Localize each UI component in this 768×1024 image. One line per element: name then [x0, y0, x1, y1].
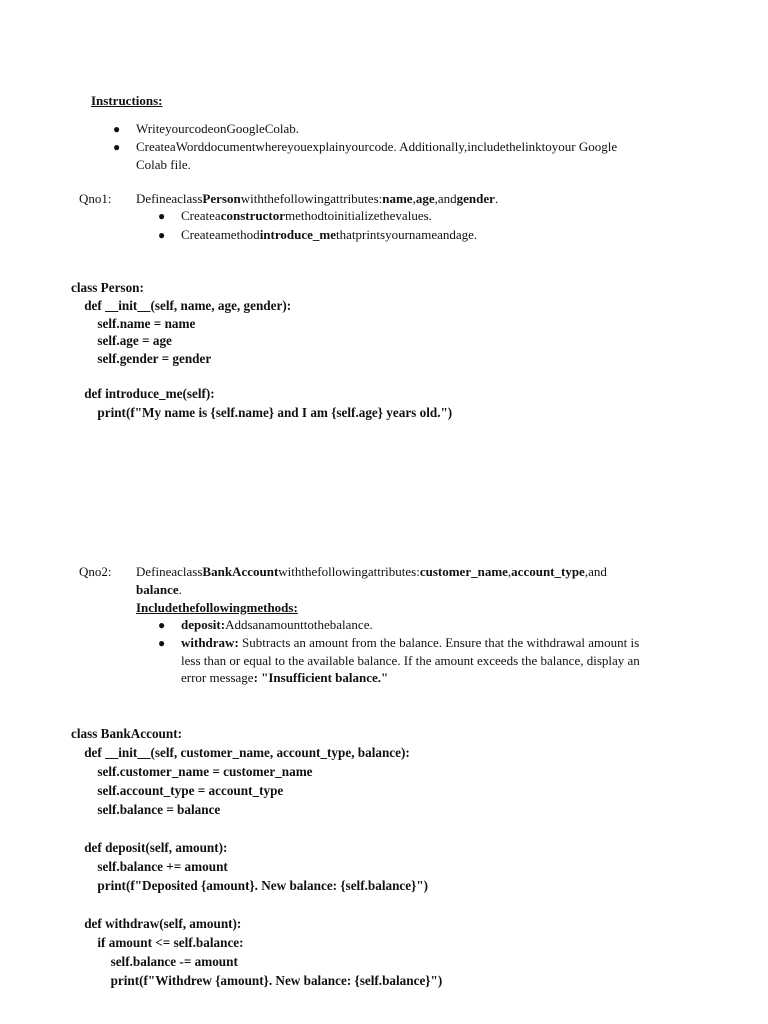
q2-withdraw-text-end: [181, 669, 388, 687]
q2-class-name: BankAccount: [202, 564, 279, 579]
q2-prompt-continued: [136, 581, 182, 599]
q2-label: Qno2:: [79, 564, 112, 579]
q1-attr-name: name: [382, 191, 413, 206]
instruction-item-continued: Colab file.: [136, 157, 191, 172]
q2-code-line: self.balance = balance: [71, 802, 221, 817]
q1-bullet-post: thatprintsyournameandage.: [336, 227, 478, 242]
q1-code-line: def introduce_me(self):: [71, 386, 215, 401]
q2-prompt: [136, 563, 607, 581]
q1-bullet-bold: introduce_me: [259, 227, 336, 242]
q1-attr-gender: gender: [456, 191, 495, 206]
bullet-icon: ●: [158, 618, 166, 632]
q2-end: .: [178, 582, 182, 597]
q2-methods-heading: Includethefollowingmethods:: [136, 600, 298, 615]
q2-code-line: def withdraw(self, amount):: [71, 916, 242, 931]
q2-code-line: self.balance += amount: [71, 859, 228, 874]
q1-intro-a: Defineaclass: [136, 191, 203, 206]
q1-prompt: [136, 190, 498, 208]
bullet-icon: ●: [113, 122, 121, 136]
instruction-item: CreateaWorddocumentwhereyouexplainyourcode. Additionally,includethelinktoyour Google: [136, 139, 618, 154]
q1-intro-b: withthefollowingattributes:: [240, 191, 383, 206]
q1-sep2: ,and: [434, 191, 457, 206]
q1-class-name: Person: [202, 191, 241, 206]
q2-code-line: self.balance -= amount: [71, 954, 238, 969]
q2-bullet-withdraw: [181, 634, 639, 652]
q1-bullet-constructor: [181, 207, 432, 225]
q2-sep1: ,: [507, 564, 512, 579]
q2-code-line: class BankAccount:: [71, 726, 183, 741]
q2-deposit-text: Addsanamounttothebalance.: [225, 617, 373, 632]
q2-code-line: self.customer_name = customer_name: [71, 764, 313, 779]
q1-code-line: self.gender = gender: [71, 351, 212, 366]
q1-code-line: def __init__(self, name, age, gender):: [71, 298, 292, 313]
q2-bullet-deposit: [181, 616, 373, 634]
instructions-heading: Instructions:: [91, 93, 163, 108]
q1-bullet-pre: Createamethod: [181, 227, 260, 242]
bullet-icon: ●: [113, 140, 121, 154]
q2-code-line: def __init__(self, customer_name, account_type, balance):: [71, 745, 410, 760]
q1-bullet-pre: Createa: [181, 208, 221, 223]
bullet-icon: ●: [158, 228, 166, 242]
q1-end: .: [494, 191, 499, 206]
q2-code-line: self.account_type = account_type: [71, 783, 284, 798]
q2-attr-balance: balance: [136, 582, 179, 597]
q2-sep2: ,and: [584, 564, 607, 579]
q2-code-line: print(f"Withdrew {amount}. New balance: {self.balance}"): [71, 973, 443, 988]
q2-deposit-label: deposit:: [181, 617, 226, 632]
q1-label: Qno1:: [79, 191, 112, 206]
q2-withdraw-error-prefix: error message: [181, 670, 254, 685]
q2-withdraw-label: withdraw:: [181, 635, 239, 650]
bullet-icon: ●: [158, 209, 166, 223]
q1-code-line: self.age = age: [71, 333, 172, 348]
q2-withdraw-text: Subtracts an amount from the balance. Ensure that the withdrawal amount is: [238, 635, 640, 650]
q2-intro-b: withthefollowingattributes:: [278, 564, 420, 579]
q2-intro-a: Defineaclass: [136, 564, 203, 579]
q1-code-line: class Person:: [71, 280, 144, 295]
q1-sep1: ,: [412, 191, 416, 206]
bullet-icon: ●: [158, 636, 166, 650]
q1-attr-age: age: [415, 191, 435, 206]
q1-bullet-introduce: [181, 226, 477, 244]
q1-bullet-post: methodtoinitializethevalues.: [284, 208, 432, 223]
q2-withdraw-text-continued: less than or equal to the available balance. If the amount exceeds the balance, display an: [181, 653, 640, 668]
q1-bullet-bold: constructor: [220, 208, 285, 223]
q2-withdraw-error-message: : "Insufficient balance.": [253, 670, 389, 685]
q2-code-line: print(f"Deposited {amount}. New balance: {self.balance}"): [71, 878, 429, 893]
q1-code-line: print(f"My name is {self.name} and I am {self.age} years old."): [71, 405, 453, 420]
q2-attr-account-type: account_type: [511, 564, 585, 579]
q2-attr-customer-name: customer_name: [419, 564, 508, 579]
q2-code-line: if amount <= self.balance:: [71, 935, 244, 950]
instruction-item: WriteyourcodeonGoogleColab.: [136, 121, 300, 136]
q2-code-line: def deposit(self, amount):: [71, 840, 228, 855]
q1-code-line: self.name = name: [71, 316, 196, 331]
